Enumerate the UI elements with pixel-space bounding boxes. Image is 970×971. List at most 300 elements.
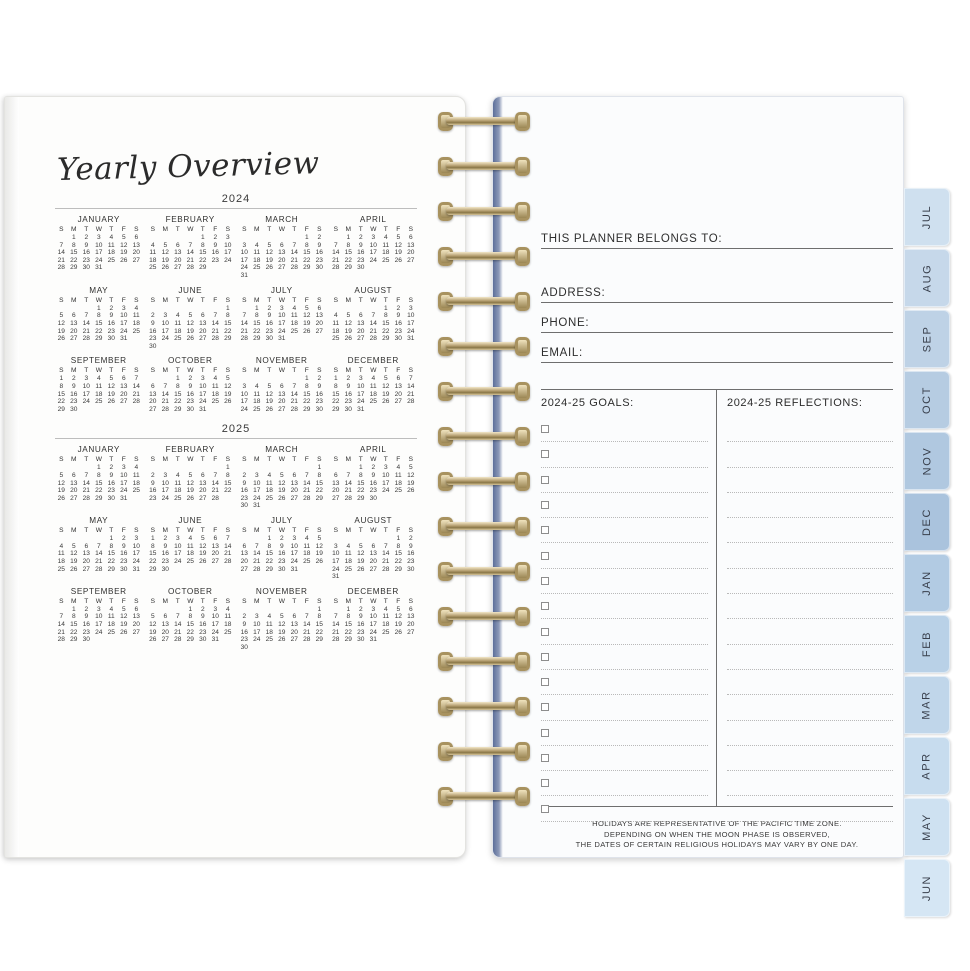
date-cell: 11 <box>107 241 115 249</box>
date-cell: 7 <box>213 472 218 480</box>
date-cell: 10 <box>253 620 261 628</box>
week-row <box>238 464 326 472</box>
checkbox-icon[interactable] <box>541 526 549 534</box>
week-row <box>55 249 143 257</box>
date-cell: 16 <box>161 550 169 558</box>
date-cell: 23 <box>82 628 90 636</box>
date-cell: 29 <box>224 335 232 343</box>
date-cell: 30 <box>369 494 377 502</box>
date-cell: 14 <box>290 249 298 257</box>
date-cell: 12 <box>344 319 352 327</box>
week-row <box>147 543 235 551</box>
date-cell: 30 <box>107 335 115 343</box>
date-cell: 18 <box>382 620 390 628</box>
date-cell: 15 <box>186 620 194 628</box>
date-cell: 6 <box>279 241 284 249</box>
date-cell <box>80 406 93 414</box>
date-cell: 14 <box>57 249 65 257</box>
dow-cell: W <box>370 367 377 375</box>
date-cell: 28 <box>332 264 340 272</box>
week-row <box>147 383 235 391</box>
dow-cell: M <box>162 597 168 605</box>
reflection-row[interactable] <box>727 442 893 467</box>
year-heading: 2024 <box>55 193 417 209</box>
date-cell: 14 <box>186 249 194 257</box>
date-cell: 15 <box>303 249 311 257</box>
date-cell: 30 <box>240 643 248 651</box>
date-cell: 17 <box>253 628 261 636</box>
dow-cell: W <box>278 527 285 535</box>
dow-cell: T <box>109 527 114 535</box>
goal-row[interactable] <box>541 417 708 442</box>
week-row <box>330 320 418 328</box>
checkbox-icon[interactable] <box>541 552 549 560</box>
date-cell <box>222 636 235 644</box>
week-row <box>55 375 143 383</box>
week-row <box>238 234 326 242</box>
date-cell: 8 <box>96 312 101 320</box>
dow-cell: S <box>408 367 413 375</box>
date-cell: 12 <box>394 241 402 249</box>
day-of-week-header <box>147 527 235 535</box>
date-cell: 26 <box>382 398 390 406</box>
week-row <box>238 328 326 336</box>
phone-field[interactable] <box>541 303 893 333</box>
date-cell: 25 <box>224 628 232 636</box>
goal-row[interactable] <box>541 721 708 746</box>
goal-row[interactable] <box>541 619 708 644</box>
date-cell: 20 <box>315 319 323 327</box>
date-cell: 31 <box>332 573 340 581</box>
address-label: ADDRESS: <box>541 287 606 299</box>
date-cell: 1 <box>96 304 101 312</box>
date-cell: 24 <box>369 628 377 636</box>
date-cell: 4 <box>383 234 388 242</box>
dow-cell: S <box>242 296 247 304</box>
date-cell: 28 <box>95 565 103 573</box>
dow-cell: S <box>317 597 322 605</box>
date-cell: 13 <box>132 613 140 621</box>
month-name: JUNE <box>178 285 203 295</box>
date-cell: 11 <box>303 542 311 550</box>
date-cell: 13 <box>407 241 415 249</box>
checkbox-icon[interactable] <box>541 703 549 711</box>
month-tab-label: MAY <box>920 813 933 841</box>
date-cell: 15 <box>382 319 390 327</box>
checkbox-icon[interactable] <box>541 450 549 458</box>
week-row <box>238 629 326 637</box>
date-cell <box>405 573 418 581</box>
date-cell: 14 <box>161 390 169 398</box>
date-cell: 1 <box>333 375 338 383</box>
date-cell: 5 <box>59 472 64 480</box>
date-cell: 25 <box>174 494 182 502</box>
date-cell: 29 <box>332 405 340 413</box>
date-cell: 29 <box>357 494 365 502</box>
reflection-row[interactable] <box>727 746 893 771</box>
date-cell: 19 <box>265 398 273 406</box>
spiral-coil <box>436 654 532 669</box>
week-row <box>147 406 235 414</box>
date-cell <box>276 375 289 383</box>
coil-ring-right <box>515 742 530 761</box>
date-cell <box>172 566 185 574</box>
goal-row[interactable] <box>541 594 708 619</box>
reflection-row[interactable] <box>727 796 893 821</box>
spiral-coil <box>436 564 532 579</box>
dow-cell: S <box>225 367 230 375</box>
date-cell: 7 <box>333 241 338 249</box>
reflection-row[interactable] <box>727 543 893 568</box>
dow-cell: W <box>278 226 285 233</box>
date-cell: 22 <box>382 327 390 335</box>
month-tab-label: NOV <box>920 446 933 476</box>
date-cell <box>172 464 185 472</box>
goal-row[interactable] <box>541 569 708 594</box>
date-cell <box>330 464 343 472</box>
date-cell: 24 <box>332 565 340 573</box>
week-row <box>238 375 326 383</box>
owner-field[interactable] <box>541 215 893 249</box>
goal-row[interactable] <box>541 442 708 467</box>
date-cell: 27 <box>278 405 286 413</box>
month-calendar <box>55 215 143 280</box>
date-cell: 11 <box>132 472 140 480</box>
dow-cell: S <box>317 226 322 233</box>
dow-cell: T <box>200 296 205 304</box>
month-tab-may[interactable] <box>904 798 950 856</box>
date-cell: 21 <box>211 487 219 495</box>
date-cell: 7 <box>346 472 351 480</box>
date-cell: 29 <box>394 565 402 573</box>
checkbox-icon[interactable] <box>541 425 549 433</box>
week-row <box>147 472 235 480</box>
date-cell: 6 <box>408 605 413 613</box>
date-cell: 3 <box>200 375 205 383</box>
date-cell: 15 <box>303 390 311 398</box>
week-row <box>238 312 326 320</box>
date-cell: 7 <box>408 375 413 383</box>
date-cell: 2 <box>213 234 218 242</box>
date-cell: 29 <box>149 565 157 573</box>
date-cell <box>392 406 405 414</box>
date-cell: 16 <box>357 249 365 257</box>
dow-cell: M <box>345 226 351 233</box>
date-cell: 19 <box>382 390 390 398</box>
date-cell: 9 <box>317 383 322 390</box>
date-cell: 18 <box>95 390 103 398</box>
reflection-row[interactable] <box>727 569 893 594</box>
goal-row[interactable] <box>541 695 708 720</box>
date-cell: 27 <box>174 264 182 272</box>
dow-cell: W <box>187 296 194 304</box>
date-cell: 4 <box>96 375 101 383</box>
date-cell: 18 <box>132 319 140 327</box>
reflection-row[interactable] <box>727 645 893 670</box>
reflection-row[interactable] <box>727 417 893 442</box>
date-cell: 3 <box>242 241 247 249</box>
reflection-row[interactable] <box>727 771 893 796</box>
week-row <box>55 472 143 480</box>
date-cell: 15 <box>315 479 323 487</box>
dow-cell: S <box>408 226 413 233</box>
date-cell: 9 <box>242 620 247 628</box>
date-cell: 3 <box>371 234 376 242</box>
date-cell: 27 <box>82 565 90 573</box>
date-cell: 2 <box>121 535 126 543</box>
goal-row[interactable] <box>541 746 708 771</box>
day-of-week-header <box>147 367 235 375</box>
date-cell: 14 <box>382 550 390 558</box>
date-cell: 26 <box>57 494 65 502</box>
dow-cell: T <box>109 597 114 605</box>
reflection-row[interactable] <box>727 670 893 695</box>
week-row <box>330 234 418 242</box>
date-cell: 13 <box>174 249 182 257</box>
month-tab-feb[interactable] <box>904 615 950 673</box>
month-tab-aug[interactable] <box>904 249 950 307</box>
date-cell: 15 <box>344 249 352 257</box>
day-of-week-header <box>330 598 418 606</box>
date-cell: 20 <box>369 557 377 565</box>
dow-cell: M <box>345 296 351 304</box>
month-tab-dec[interactable] <box>904 493 950 551</box>
checkbox-icon[interactable] <box>541 577 549 585</box>
week-row <box>238 335 326 343</box>
date-cell: 23 <box>265 327 273 335</box>
dow-cell: F <box>213 226 218 233</box>
date-cell: 24 <box>240 264 248 272</box>
date-cell: 27 <box>70 335 78 343</box>
date-cell: 16 <box>199 620 207 628</box>
date-cell: 7 <box>383 542 388 550</box>
date-cell <box>313 644 326 652</box>
date-cell <box>55 606 68 614</box>
date-cell: 4 <box>225 605 230 613</box>
goal-row[interactable] <box>541 493 708 518</box>
dow-cell: S <box>225 456 230 464</box>
goal-row[interactable] <box>541 670 708 695</box>
week-row <box>55 406 143 414</box>
coil-bar <box>446 252 524 260</box>
reflection-row[interactable] <box>727 619 893 644</box>
date-cell: 25 <box>186 557 194 565</box>
date-cell: 30 <box>357 264 365 272</box>
date-cell <box>288 644 301 652</box>
date-cell: 23 <box>149 494 157 502</box>
date-cell: 24 <box>290 557 298 565</box>
dow-cell: F <box>396 367 401 375</box>
date-cell: 3 <box>371 605 376 613</box>
date-cell: 29 <box>303 264 311 272</box>
goal-row[interactable] <box>541 468 708 493</box>
date-cell: 2 <box>267 304 272 312</box>
date-cell: 11 <box>332 319 340 327</box>
date-cell: 23 <box>344 398 352 406</box>
week-row <box>330 375 418 383</box>
day-of-week-header <box>330 527 418 535</box>
month-name: JANUARY <box>77 215 120 224</box>
month-tab-mar[interactable] <box>904 676 950 734</box>
reflection-row[interactable] <box>727 468 893 493</box>
month-name: AUGUST <box>354 516 393 526</box>
date-cell: 27 <box>290 494 298 502</box>
coil-ring-right <box>515 202 530 221</box>
month-tab-sep[interactable] <box>904 310 950 368</box>
date-cell: 30 <box>70 405 78 413</box>
dow-cell: F <box>121 597 126 605</box>
month-tab-jun[interactable] <box>904 859 950 917</box>
dow-cell: S <box>225 597 230 605</box>
week-row <box>55 629 143 637</box>
month-tab-jan[interactable] <box>904 554 950 612</box>
date-cell: 25 <box>132 487 140 495</box>
checkbox-icon[interactable] <box>541 805 549 813</box>
date-cell: 6 <box>292 472 297 480</box>
month-tab-apr[interactable] <box>904 737 950 795</box>
week-row <box>330 621 418 629</box>
date-cell: 11 <box>57 550 65 558</box>
reflection-row[interactable] <box>727 695 893 720</box>
week-row <box>330 312 418 320</box>
reflection-row[interactable] <box>727 594 893 619</box>
date-cell: 18 <box>57 557 65 565</box>
date-cell: 12 <box>186 479 194 487</box>
reflection-row[interactable] <box>727 518 893 543</box>
date-cell: 16 <box>265 319 273 327</box>
date-cell: 21 <box>174 628 182 636</box>
month-tab-oct[interactable] <box>904 371 950 429</box>
date-cell: 5 <box>317 535 322 543</box>
date-cell: 3 <box>163 472 168 480</box>
month-tab-jul[interactable] <box>904 188 950 246</box>
dow-cell: T <box>175 367 180 375</box>
date-cell: 21 <box>369 327 377 335</box>
week-row <box>147 487 235 495</box>
date-cell: 26 <box>407 487 415 495</box>
address-field[interactable] <box>541 273 893 303</box>
date-cell: 19 <box>107 390 115 398</box>
week-row <box>147 328 235 336</box>
checkbox-icon[interactable] <box>541 729 549 737</box>
week-row <box>330 264 418 272</box>
date-cell: 25 <box>303 557 311 565</box>
date-cell: 29 <box>70 264 78 272</box>
date-cell: 23 <box>278 557 286 565</box>
month-name: APRIL <box>359 445 387 455</box>
checkbox-icon[interactable] <box>541 628 549 636</box>
date-cell: 15 <box>253 319 261 327</box>
date-cell: 19 <box>265 256 273 264</box>
dow-cell: T <box>84 456 89 464</box>
date-cell: 24 <box>224 256 232 264</box>
date-cell: 5 <box>150 613 155 621</box>
date-cell: 20 <box>199 487 207 495</box>
month-calendar <box>55 286 143 351</box>
date-cell: 24 <box>253 636 261 644</box>
date-cell: 22 <box>224 327 232 335</box>
dow-cell: T <box>267 527 272 535</box>
week-row <box>330 406 418 414</box>
date-cell: 4 <box>59 542 64 550</box>
checkbox-icon[interactable] <box>541 602 549 610</box>
date-cell: 21 <box>303 487 311 495</box>
date-cell: 23 <box>357 256 365 264</box>
date-cell: 24 <box>240 405 248 413</box>
month-tab-nov[interactable] <box>904 432 950 490</box>
dow-cell: F <box>213 456 218 464</box>
checkbox-icon[interactable] <box>541 678 549 686</box>
date-cell: 8 <box>71 241 76 249</box>
week-row <box>330 558 418 566</box>
month-calendar <box>330 215 418 280</box>
dow-cell: T <box>292 367 297 375</box>
date-cell: 29 <box>344 264 352 272</box>
date-cell: 28 <box>407 398 415 406</box>
date-cell: 22 <box>95 327 103 335</box>
dow-cell: F <box>304 296 309 304</box>
dow-cell: W <box>95 527 102 535</box>
goal-row[interactable] <box>541 771 708 796</box>
date-cell: 5 <box>279 613 284 621</box>
checkbox-icon[interactable] <box>541 779 549 787</box>
dow-cell: W <box>370 226 377 233</box>
date-cell: 21 <box>95 557 103 565</box>
checkbox-icon[interactable] <box>541 653 549 661</box>
date-cell: 25 <box>369 398 377 406</box>
date-cell: 22 <box>344 628 352 636</box>
date-cell: 15 <box>344 620 352 628</box>
checkbox-icon[interactable] <box>541 501 549 509</box>
date-cell: 9 <box>242 479 247 487</box>
goal-row[interactable] <box>541 518 708 543</box>
email-field[interactable] <box>541 333 893 363</box>
goal-row[interactable] <box>541 796 708 821</box>
week-row <box>55 487 143 495</box>
reflection-row[interactable] <box>727 493 893 518</box>
date-cell: 10 <box>95 241 103 249</box>
date-cell <box>172 343 185 351</box>
week-row <box>147 234 235 242</box>
reflection-row[interactable] <box>727 721 893 746</box>
month-tab-label: APR <box>920 752 933 780</box>
dow-cell: S <box>134 527 139 535</box>
month-name: SEPTEMBER <box>70 356 127 366</box>
checkbox-icon[interactable] <box>541 476 549 484</box>
dow-cell: S <box>242 597 247 605</box>
date-cell: 2 <box>358 605 363 613</box>
date-cell: 4 <box>371 375 376 383</box>
goal-row[interactable] <box>541 543 708 568</box>
date-cell: 1 <box>383 304 388 312</box>
dow-cell: S <box>317 456 322 464</box>
date-cell <box>93 636 106 644</box>
goal-row[interactable] <box>541 645 708 670</box>
day-of-week-header <box>147 598 235 606</box>
date-cell: 17 <box>332 557 340 565</box>
date-cell: 17 <box>369 249 377 257</box>
checkbox-icon[interactable] <box>541 754 549 762</box>
date-cell: 20 <box>278 256 286 264</box>
date-cell: 25 <box>265 494 273 502</box>
page-title: Yearly Overview <box>56 145 321 189</box>
date-cell: 1 <box>200 234 205 242</box>
date-cell: 20 <box>211 550 219 558</box>
reflections-title: 2024-25 REFLECTIONS: <box>727 397 863 409</box>
date-cell: 11 <box>211 383 219 390</box>
date-cell: 16 <box>369 479 377 487</box>
date-cell: 14 <box>290 390 298 398</box>
